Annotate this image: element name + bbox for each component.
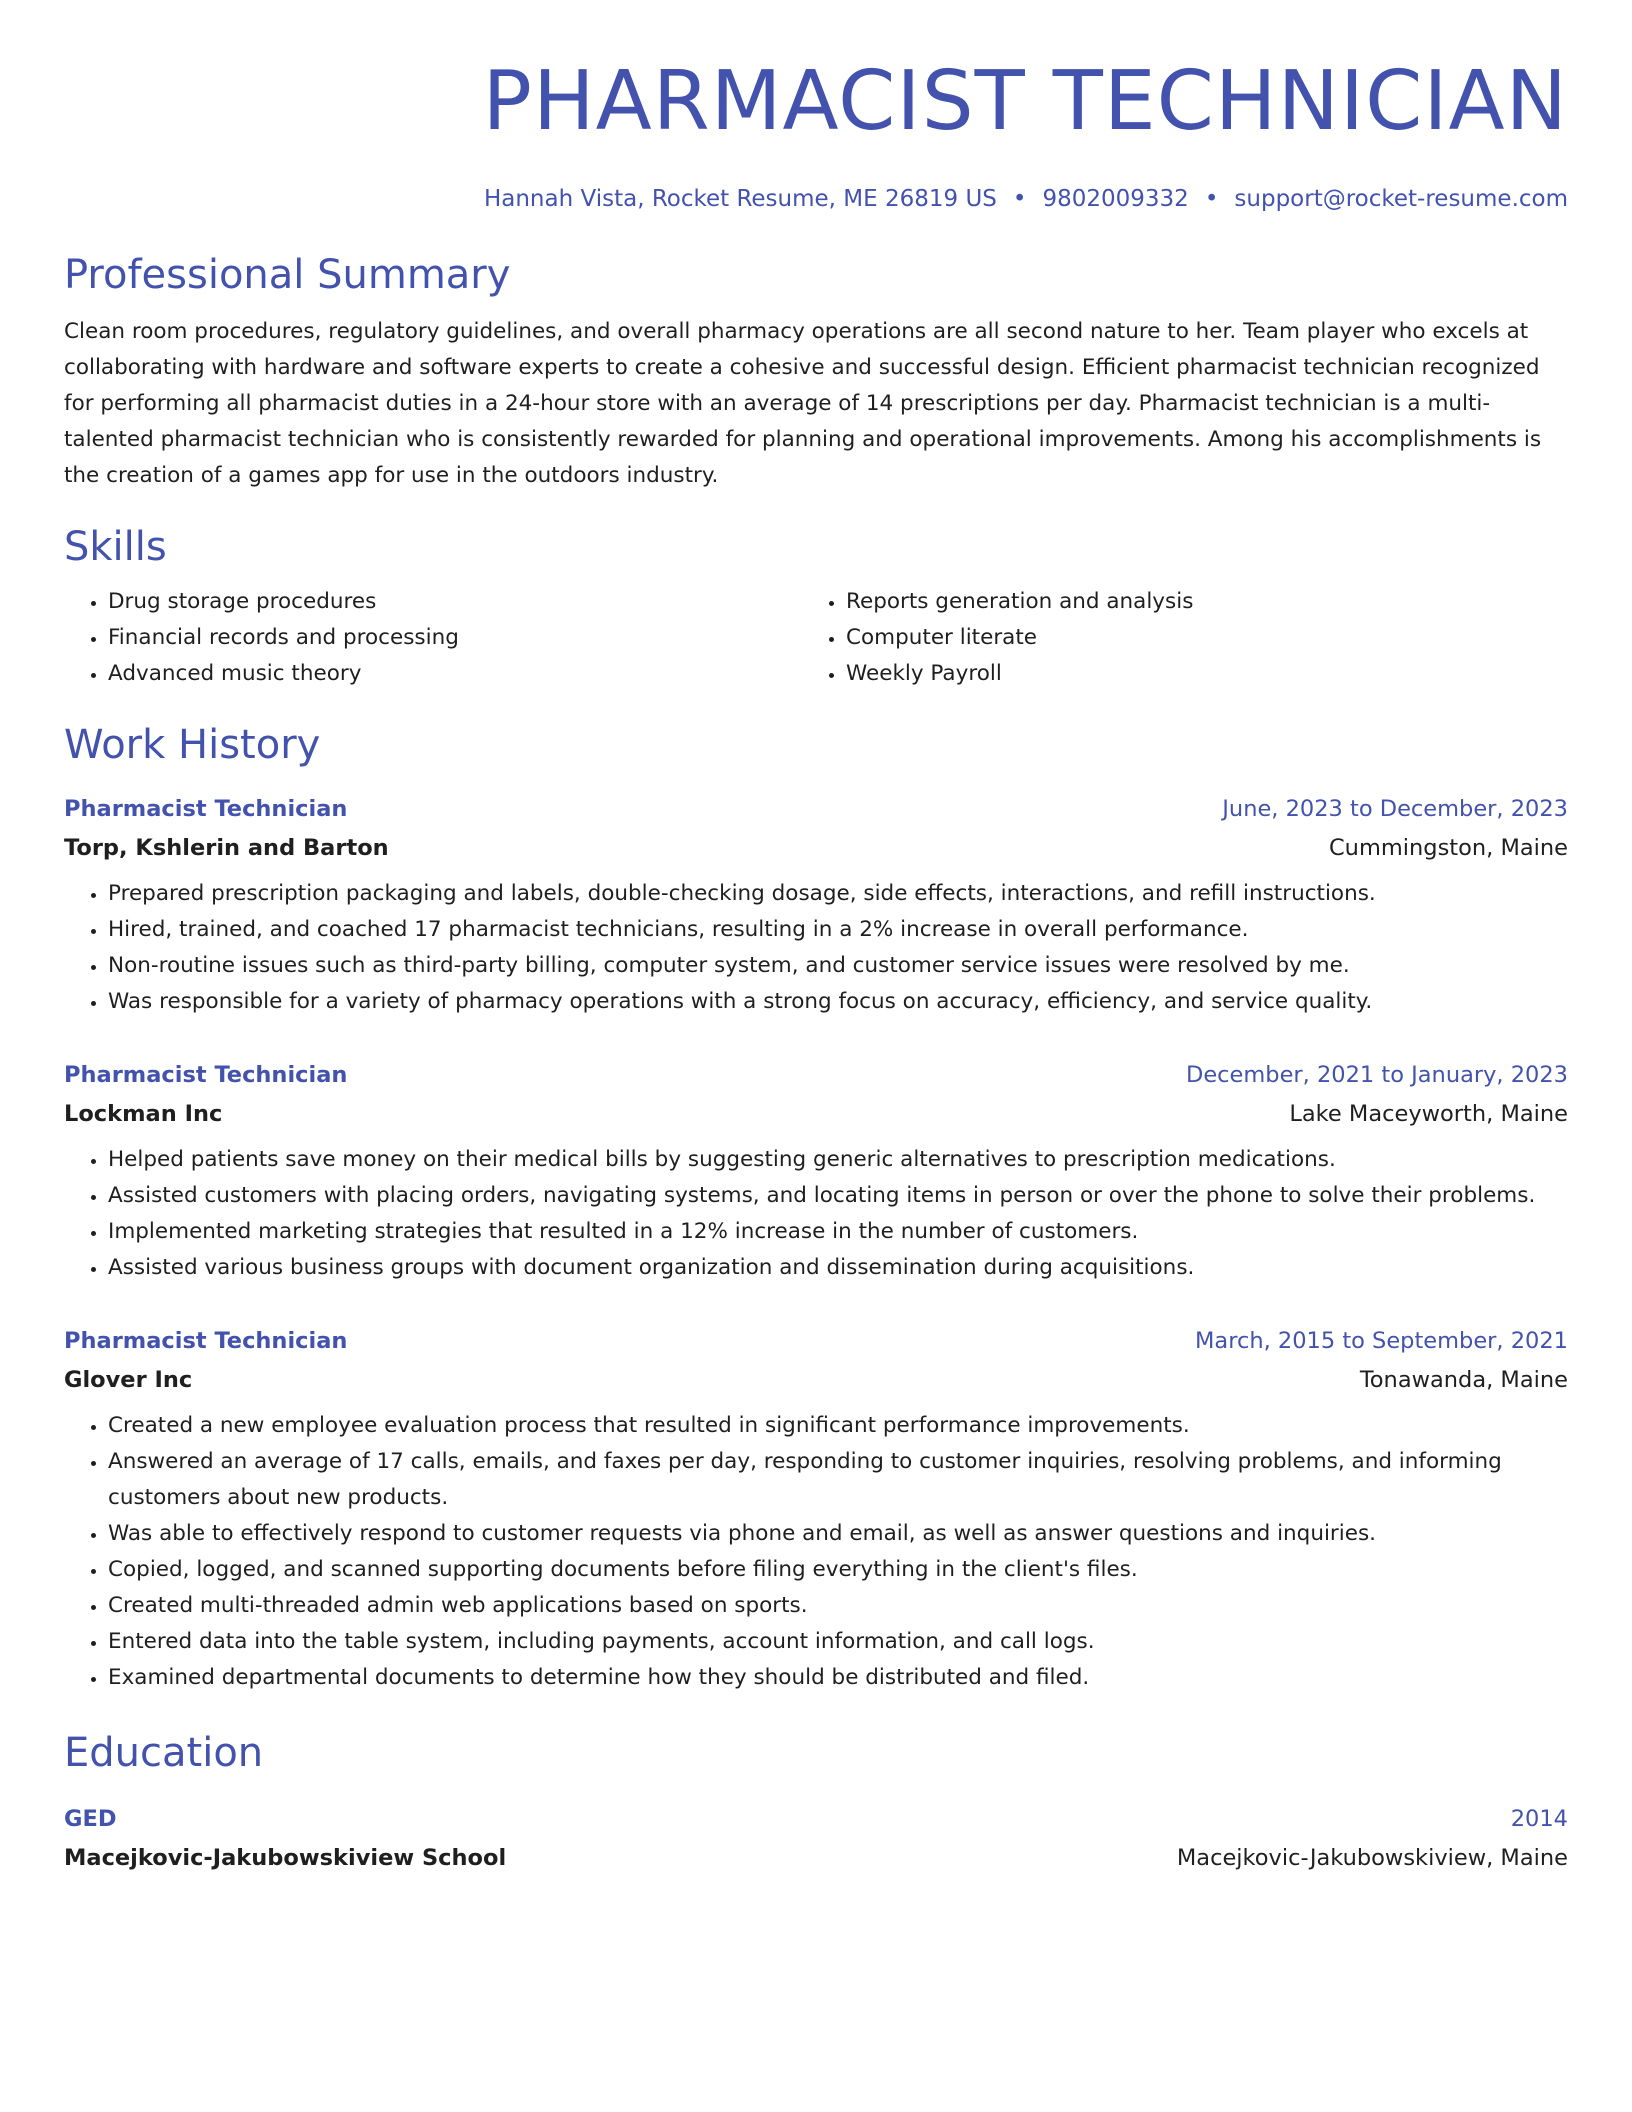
job-bullet: • Non-routine issues such as third-party billing, computer system, and customer service issues were resolved by me. xyxy=(108,948,1568,984)
job-location: Tonawanda, Maine xyxy=(1359,1367,1568,1393)
job-bullets xyxy=(64,876,1568,1020)
job-dates: March, 2015 to September, 2021 xyxy=(1195,1328,1568,1354)
education-location: Macejkovic-Jakubowskiview, Maine xyxy=(1176,1845,1568,1871)
job-bullet: • Examined departmental documents to determine how they should be distributed and filed. xyxy=(108,1660,1568,1696)
education-school: Macejkovic-Jakubowskiview School xyxy=(64,1845,507,1871)
job-entry xyxy=(64,1056,1568,1286)
job-bullet: • Created a new employee evaluation process that resulted in significant performance improvements. xyxy=(108,1408,1568,1444)
skills-list xyxy=(64,584,802,692)
job-company-row xyxy=(64,1094,1568,1134)
job-bullet: • Prepared prescription packaging and labels, double-checking dosage, side effects, interactions, and refill instructions. xyxy=(108,876,1568,912)
job-bullet: • Helped patients save money on their medical bills by suggesting generic alternatives to prescription medications. xyxy=(108,1142,1568,1178)
job-bullet: • Answered an average of 17 calls, emails, and faxes per day, responding to customer inquiries, resolving problems, and informing customers about new products. xyxy=(108,1444,1568,1516)
education-entry xyxy=(64,1800,1568,1878)
job-location: Cummingston, Maine xyxy=(1328,835,1568,861)
job-company: Lockman Inc xyxy=(64,1101,223,1127)
skills-column-right xyxy=(802,584,1540,692)
job-bullet: • Assisted various business groups with document organization and dissemination during acquisitions. xyxy=(108,1250,1568,1286)
job-location: Lake Maceyworth, Maine xyxy=(1289,1101,1568,1127)
education-section xyxy=(64,1728,1568,1878)
job-dates: December, 2021 to January, 2023 xyxy=(1186,1062,1568,1088)
contact-address: Hannah Vista, Rocket Resume, ME 26819 US xyxy=(483,186,997,212)
job-company-row xyxy=(64,828,1568,868)
job-bullets xyxy=(64,1142,1568,1286)
job-bullet: • Hired, trained, and coached 17 pharmacist technicians, resulting in a 2% increase in overall performance. xyxy=(108,912,1568,948)
work-history-section xyxy=(64,720,1568,1696)
skills-list xyxy=(802,584,1540,692)
education-degree: GED xyxy=(64,1806,117,1832)
skill-item: • Computer literate xyxy=(846,620,1540,656)
skills-section xyxy=(64,522,1568,692)
section-heading: Education xyxy=(64,1730,264,1776)
job-company-row xyxy=(64,1360,1568,1400)
contact-email: support@rocket-resume.com xyxy=(1234,186,1568,212)
contact-phone: 9802009332 xyxy=(1042,186,1189,212)
resume-title: PHARMACIST TECHNICIAN xyxy=(482,54,1568,149)
job-title: Pharmacist Technician xyxy=(64,796,348,822)
summary-text: Clean room procedures, regulatory guidelines, and overall pharmacy operations are all second nature to her. Team player who excels at collaborating with hardware and software experts to create a cohesive and successful design. Efficient pharmacist technician recognized for performing all pharmacist duties in a 24-hour store with an average of 14 prescriptions per day. Pharmacist technician is a multi-talented pharmacist technician who is consistently rewarded for planning and operational improvements. Among his accomplishments is the creation of a games app for use in the outdoors industry. xyxy=(64,319,1542,488)
section-heading: Skills xyxy=(64,524,167,570)
education-school-row xyxy=(64,1838,1568,1878)
contact-line xyxy=(64,184,1568,214)
job-title-row xyxy=(64,790,1568,828)
education-degree-row xyxy=(64,1800,1568,1838)
job-title: Pharmacist Technician xyxy=(64,1062,348,1088)
job-bullet: • Implemented marketing strategies that resulted in a 12% increase in the number of customers. xyxy=(108,1214,1568,1250)
job-bullet: • Assisted customers with placing orders, navigating systems, and locating items in person or over the phone to solve their problems. xyxy=(108,1178,1568,1214)
job-title-row xyxy=(64,1056,1568,1094)
section-heading: Work History xyxy=(64,722,321,768)
job-bullet: • Created multi-threaded admin web applications based on sports. xyxy=(108,1588,1568,1624)
resume-header xyxy=(64,0,1568,214)
job-bullet: • Was able to effectively respond to customer requests via phone and email, as well as answer questions and inquiries. xyxy=(108,1516,1568,1552)
skill-item: • Advanced music theory xyxy=(108,656,802,692)
skill-item: • Reports generation and analysis xyxy=(846,584,1540,620)
skill-item: • Drug storage procedures xyxy=(108,584,802,620)
skill-item: • Weekly Payroll xyxy=(846,656,1540,692)
job-bullet: • Was responsible for a variety of pharmacy operations with a strong focus on accuracy, efficiency, and service quality. xyxy=(108,984,1568,1020)
section-heading: Professional Summary xyxy=(64,252,511,298)
professional-summary-section xyxy=(64,250,1568,494)
job-dates: June, 2023 to December, 2023 xyxy=(1222,796,1568,822)
job-bullet: • Entered data into the table system, including payments, account information, and call logs. xyxy=(108,1624,1568,1660)
job-bullet: • Copied, logged, and scanned supporting documents before filing everything in the client's files. xyxy=(108,1552,1568,1588)
skills-grid xyxy=(64,584,1568,692)
skills-column-left xyxy=(64,584,802,692)
job-company: Glover Inc xyxy=(64,1367,193,1393)
job-bullets xyxy=(64,1408,1568,1696)
contact-separator: • xyxy=(1204,186,1219,212)
job-entry xyxy=(64,1322,1568,1696)
contact-separator: • xyxy=(1012,186,1027,212)
job-company: Torp, Kshlerin and Barton xyxy=(64,835,389,861)
education-year: 2014 xyxy=(1510,1806,1568,1832)
skill-item: • Financial records and processing xyxy=(108,620,802,656)
job-entry xyxy=(64,790,1568,1020)
job-title: Pharmacist Technician xyxy=(64,1328,348,1354)
job-title-row xyxy=(64,1322,1568,1360)
